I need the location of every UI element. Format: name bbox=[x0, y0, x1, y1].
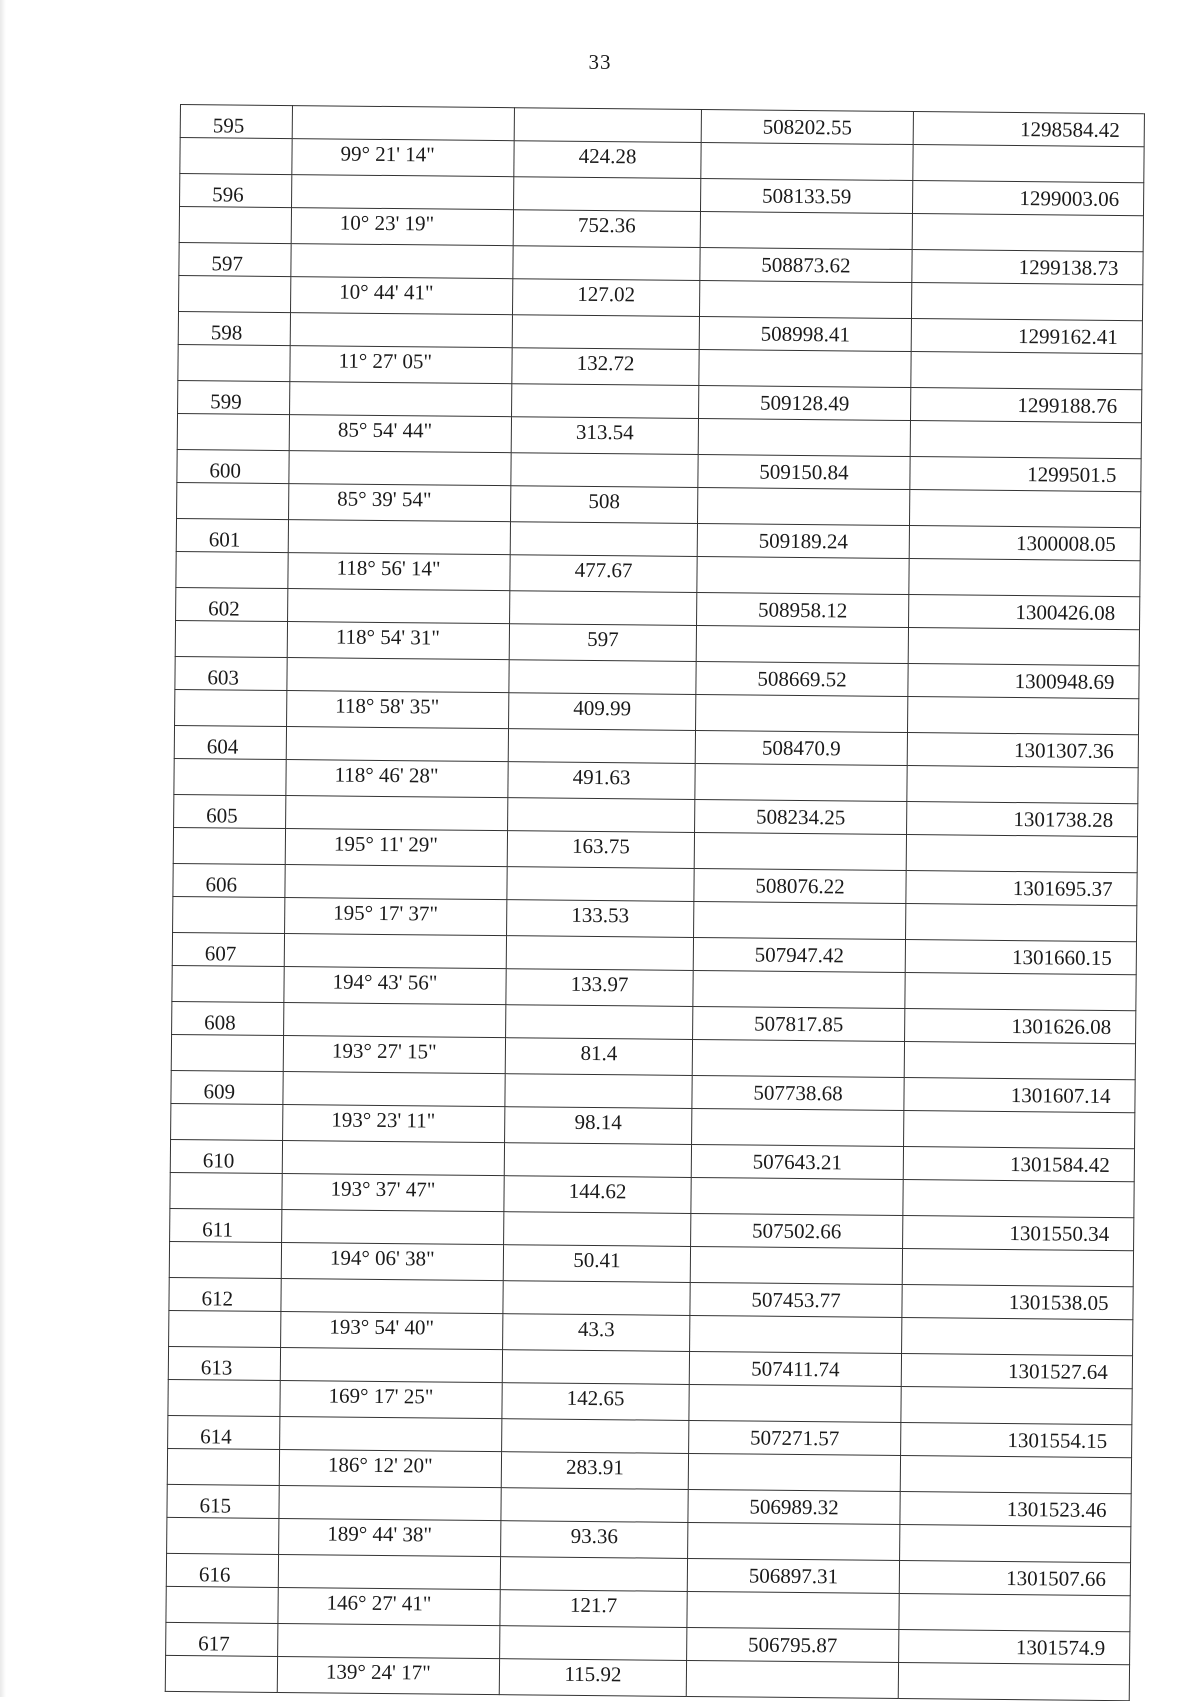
bearing-cell: 139° 24' 17" bbox=[277, 1657, 499, 1695]
distance-cell: 424.28 bbox=[514, 141, 701, 179]
x-coordinate-cell: 507411.74 bbox=[689, 1351, 901, 1386]
x-coordinate-cell: 509150.84 bbox=[698, 454, 910, 489]
y-coordinate-cell-empty bbox=[906, 904, 1137, 942]
bearing-cell-empty bbox=[290, 382, 512, 417]
distance-cell-empty bbox=[506, 936, 693, 971]
point-cell-empty bbox=[171, 1034, 283, 1071]
distance-cell: 127.02 bbox=[512, 279, 699, 317]
y-coordinate-cell-empty bbox=[904, 1041, 1135, 1079]
distance-cell-empty bbox=[508, 729, 695, 764]
bearing-cell: 193° 37' 47" bbox=[282, 1174, 504, 1212]
x-coordinate-cell-empty bbox=[688, 1453, 900, 1491]
y-coordinate-cell: 1299501.5 bbox=[910, 457, 1141, 492]
bearing-cell-empty bbox=[285, 865, 507, 900]
x-coordinate-cell: 507271.57 bbox=[689, 1420, 901, 1455]
point-cell: 596 bbox=[180, 174, 292, 208]
bearing-cell: 10° 44' 41" bbox=[291, 277, 513, 315]
bearing-cell: 194° 06' 38" bbox=[281, 1243, 503, 1281]
y-coordinate-cell: 1301538.05 bbox=[902, 1284, 1133, 1319]
x-coordinate-cell: 507502.66 bbox=[691, 1213, 903, 1248]
x-coordinate-cell-empty bbox=[701, 143, 913, 181]
y-coordinate-cell: 1301738.28 bbox=[907, 802, 1138, 837]
point-cell-empty bbox=[165, 1655, 277, 1692]
x-coordinate-cell-empty bbox=[687, 1591, 899, 1629]
point-cell-empty bbox=[174, 758, 286, 795]
point-cell-empty bbox=[169, 1310, 281, 1347]
distance-cell: 50.41 bbox=[503, 1245, 690, 1283]
bearing-cell: 118° 56' 14" bbox=[288, 553, 510, 591]
point-cell: 599 bbox=[178, 380, 290, 414]
page-number: 33 bbox=[588, 50, 612, 74]
y-coordinate-cell: 1300426.08 bbox=[909, 595, 1140, 630]
y-coordinate-cell: 1301574.9 bbox=[899, 1629, 1130, 1664]
x-coordinate-cell-empty bbox=[689, 1384, 901, 1422]
x-coordinate-cell-empty bbox=[694, 901, 906, 939]
distance-cell: 144.62 bbox=[504, 1176, 691, 1214]
bearing-cell-empty bbox=[282, 1210, 504, 1245]
y-coordinate-cell: 1299188.76 bbox=[910, 388, 1141, 423]
distance-cell: 115.92 bbox=[499, 1659, 686, 1697]
distance-cell: 163.75 bbox=[507, 831, 694, 869]
y-coordinate-cell: 1300948.69 bbox=[908, 664, 1139, 699]
y-coordinate-cell-empty bbox=[909, 490, 1140, 528]
y-coordinate-cell-empty bbox=[901, 1386, 1132, 1424]
y-coordinate-cell: 1299162.41 bbox=[911, 319, 1142, 354]
point-cell: 611 bbox=[170, 1208, 282, 1242]
scan-shadow-edge bbox=[0, 0, 6, 1697]
y-coordinate-cell: 1301660.15 bbox=[905, 940, 1136, 975]
y-coordinate-cell-empty bbox=[908, 628, 1139, 666]
x-coordinate-cell: 508133.59 bbox=[700, 179, 912, 214]
bearing-cell: 10° 23' 19" bbox=[291, 208, 513, 246]
bearing-cell: 146° 27' 41" bbox=[278, 1588, 500, 1626]
bearing-cell-empty bbox=[284, 1003, 506, 1038]
y-coordinate-cell-empty bbox=[905, 973, 1136, 1011]
point-cell-empty bbox=[179, 275, 291, 312]
distance-cell-empty bbox=[504, 1143, 691, 1178]
bearing-cell-empty bbox=[281, 1279, 503, 1314]
y-coordinate-cell-empty bbox=[912, 214, 1143, 252]
point-cell-empty bbox=[180, 138, 292, 175]
distance-cell-empty bbox=[511, 453, 698, 488]
point-cell-empty bbox=[173, 827, 285, 864]
point-cell: 598 bbox=[178, 311, 290, 345]
y-coordinate-cell: 1298584.42 bbox=[913, 112, 1144, 147]
distance-cell: 142.65 bbox=[502, 1383, 689, 1421]
bearing-cell-empty bbox=[289, 451, 511, 486]
distance-cell-empty bbox=[512, 384, 699, 419]
point-cell: 602 bbox=[176, 587, 288, 621]
distance-cell-empty bbox=[507, 867, 694, 902]
point-cell-empty bbox=[170, 1172, 282, 1209]
distance-cell: 133.53 bbox=[507, 900, 694, 938]
distance-cell-empty bbox=[514, 177, 701, 212]
y-coordinate-cell: 1301507.66 bbox=[899, 1560, 1130, 1595]
y-coordinate-cell-empty bbox=[899, 1593, 1130, 1631]
x-coordinate-cell-empty bbox=[692, 1108, 904, 1146]
y-coordinate-cell-empty bbox=[908, 697, 1139, 735]
point-cell-empty bbox=[169, 1241, 281, 1278]
bearing-cell-empty bbox=[292, 175, 514, 210]
survey-coordinates-table bbox=[165, 104, 1145, 1701]
point-cell-empty bbox=[175, 620, 287, 657]
distance-cell: 43.3 bbox=[503, 1314, 690, 1352]
y-coordinate-cell-empty bbox=[904, 1110, 1135, 1148]
point-cell-empty bbox=[179, 207, 291, 244]
point-cell: 604 bbox=[174, 725, 286, 759]
x-coordinate-cell: 507738.68 bbox=[692, 1075, 904, 1110]
bearing-cell: 195° 11' 29" bbox=[285, 829, 507, 867]
distance-cell-empty bbox=[512, 315, 699, 350]
point-cell-empty bbox=[177, 482, 289, 519]
x-coordinate-cell: 508873.62 bbox=[700, 247, 912, 282]
distance-cell-empty bbox=[502, 1419, 689, 1454]
x-coordinate-cell: 509189.24 bbox=[697, 523, 909, 558]
bearing-cell: 189° 44' 38" bbox=[279, 1519, 501, 1557]
y-coordinate-cell-empty bbox=[900, 1455, 1131, 1493]
distance-cell: 597 bbox=[509, 624, 696, 662]
distance-cell: 121.7 bbox=[500, 1590, 687, 1628]
point-cell: 601 bbox=[176, 518, 288, 552]
y-coordinate-cell: 1301550.34 bbox=[903, 1215, 1134, 1250]
distance-cell: 409.99 bbox=[509, 693, 696, 731]
point-cell: 600 bbox=[177, 449, 289, 483]
y-coordinate-cell-empty bbox=[910, 421, 1141, 459]
x-coordinate-cell-empty bbox=[688, 1522, 900, 1560]
y-coordinate-cell: 1301527.64 bbox=[901, 1353, 1132, 1388]
bearing-cell-empty bbox=[278, 1624, 500, 1659]
point-cell-empty bbox=[176, 551, 288, 588]
bearing-cell-empty bbox=[287, 658, 509, 693]
x-coordinate-cell-empty bbox=[690, 1246, 902, 1284]
x-coordinate-cell: 506989.32 bbox=[688, 1489, 900, 1524]
y-coordinate-cell-empty bbox=[900, 1524, 1131, 1562]
distance-cell-empty bbox=[501, 1488, 688, 1523]
point-cell: 606 bbox=[173, 863, 285, 897]
x-coordinate-cell: 508998.41 bbox=[699, 316, 911, 351]
x-coordinate-cell-empty bbox=[696, 694, 908, 732]
point-cell: 608 bbox=[172, 1001, 284, 1035]
bearing-cell: 99° 21' 14" bbox=[292, 139, 514, 177]
x-coordinate-cell-empty bbox=[686, 1660, 898, 1698]
point-cell-empty bbox=[177, 413, 289, 450]
bearing-cell: 186° 12' 20" bbox=[279, 1450, 501, 1488]
point-cell-empty bbox=[167, 1448, 279, 1485]
bearing-cell-empty bbox=[288, 589, 510, 624]
x-coordinate-cell-empty bbox=[697, 487, 909, 525]
x-coordinate-cell: 508669.52 bbox=[696, 661, 908, 696]
point-cell: 603 bbox=[175, 656, 287, 690]
distance-cell: 508 bbox=[511, 486, 698, 524]
bearing-cell-empty bbox=[286, 796, 508, 831]
point-cell-empty bbox=[171, 1103, 283, 1140]
distance-cell-empty bbox=[500, 1557, 687, 1592]
y-coordinate-cell-empty bbox=[902, 1248, 1133, 1286]
point-cell: 610 bbox=[170, 1139, 282, 1173]
distance-cell-empty bbox=[502, 1350, 689, 1385]
point-cell-empty bbox=[178, 344, 290, 381]
y-coordinate-cell: 1301523.46 bbox=[900, 1491, 1131, 1526]
y-coordinate-cell-empty bbox=[909, 559, 1140, 597]
point-cell: 607 bbox=[172, 932, 284, 966]
x-coordinate-cell: 506795.87 bbox=[687, 1627, 899, 1662]
bearing-cell: 194° 43' 56" bbox=[284, 967, 506, 1005]
bearing-cell-empty bbox=[280, 1417, 502, 1452]
bearing-cell-empty bbox=[280, 1348, 502, 1383]
distance-cell: 283.91 bbox=[501, 1452, 688, 1490]
survey-table-body bbox=[165, 105, 1144, 1701]
bearing-cell: 118° 54' 31" bbox=[287, 622, 509, 660]
y-coordinate-cell-empty bbox=[907, 766, 1138, 804]
x-coordinate-cell: 507947.42 bbox=[693, 937, 905, 972]
distance-cell-empty bbox=[510, 591, 697, 626]
distance-cell: 491.63 bbox=[508, 762, 695, 800]
bearing-cell: 11° 27' 05" bbox=[290, 346, 512, 384]
y-coordinate-cell-empty bbox=[898, 1662, 1129, 1700]
distance-cell: 98.14 bbox=[505, 1107, 692, 1145]
point-cell: 616 bbox=[166, 1553, 278, 1587]
y-coordinate-cell-empty bbox=[903, 1179, 1134, 1217]
x-coordinate-cell-empty bbox=[698, 418, 910, 456]
bearing-cell-empty bbox=[284, 934, 506, 969]
point-cell-empty bbox=[168, 1379, 280, 1416]
point-cell: 597 bbox=[179, 242, 291, 276]
distance-cell: 133.97 bbox=[506, 969, 693, 1007]
bearing-cell: 193° 27' 15" bbox=[283, 1036, 505, 1074]
x-coordinate-cell: 509128.49 bbox=[699, 385, 911, 420]
bearing-cell: 85° 54' 44" bbox=[289, 415, 511, 453]
x-coordinate-cell-empty bbox=[700, 212, 912, 250]
y-coordinate-cell: 1299138.73 bbox=[912, 250, 1143, 285]
distance-cell: 752.36 bbox=[513, 210, 700, 248]
x-coordinate-cell: 508958.12 bbox=[697, 592, 909, 627]
distance-cell-empty bbox=[505, 1074, 692, 1109]
distance-cell-empty bbox=[514, 108, 701, 143]
x-coordinate-cell-empty bbox=[699, 280, 911, 318]
y-coordinate-cell: 1301695.37 bbox=[906, 871, 1137, 906]
distance-cell: 477.67 bbox=[510, 555, 697, 593]
y-coordinate-cell: 1299003.06 bbox=[912, 181, 1143, 216]
y-coordinate-cell: 1301554.15 bbox=[901, 1422, 1132, 1457]
bearing-cell: 193° 23' 11" bbox=[283, 1105, 505, 1143]
bearing-cell-empty bbox=[292, 106, 514, 141]
bearing-cell-empty bbox=[279, 1486, 501, 1521]
distance-cell: 81.4 bbox=[505, 1038, 692, 1076]
x-coordinate-cell-empty bbox=[692, 1039, 904, 1077]
x-coordinate-cell: 508076.22 bbox=[694, 868, 906, 903]
y-coordinate-cell-empty bbox=[913, 145, 1144, 183]
distance-cell: 132.72 bbox=[512, 348, 699, 386]
x-coordinate-cell-empty bbox=[696, 625, 908, 663]
point-cell: 612 bbox=[169, 1277, 281, 1311]
bearing-cell-empty bbox=[288, 520, 510, 555]
x-coordinate-cell-empty bbox=[697, 556, 909, 594]
distance-cell-empty bbox=[506, 1005, 693, 1040]
bearing-cell-empty bbox=[283, 1072, 505, 1107]
bearing-cell-empty bbox=[290, 313, 512, 348]
bearing-cell: 169° 17' 25" bbox=[280, 1381, 502, 1419]
bearing-cell: 118° 46' 28" bbox=[286, 760, 508, 798]
x-coordinate-cell-empty bbox=[693, 970, 905, 1008]
distance-cell-empty bbox=[504, 1212, 691, 1247]
bearing-cell: 85° 39' 54" bbox=[289, 484, 511, 522]
x-coordinate-cell: 508470.9 bbox=[695, 730, 907, 765]
x-coordinate-cell-empty bbox=[691, 1177, 903, 1215]
point-cell: 609 bbox=[171, 1070, 283, 1104]
point-cell: 614 bbox=[168, 1415, 280, 1449]
y-coordinate-cell: 1301607.14 bbox=[904, 1077, 1135, 1112]
distance-cell-empty bbox=[503, 1281, 690, 1316]
bearing-cell: 195° 17' 37" bbox=[285, 898, 507, 936]
point-cell-empty bbox=[167, 1517, 279, 1554]
point-cell-empty bbox=[175, 689, 287, 726]
x-coordinate-cell-empty bbox=[699, 349, 911, 387]
distance-cell-empty bbox=[508, 798, 695, 833]
distance-cell: 313.54 bbox=[511, 417, 698, 455]
y-coordinate-cell: 1301584.42 bbox=[903, 1146, 1134, 1181]
bearing-cell: 193° 54' 40" bbox=[281, 1312, 503, 1350]
y-coordinate-cell: 1300008.05 bbox=[909, 526, 1140, 561]
point-cell-empty bbox=[172, 965, 284, 1002]
point-cell: 615 bbox=[167, 1484, 279, 1518]
x-coordinate-cell: 506897.31 bbox=[687, 1558, 899, 1593]
y-coordinate-cell-empty bbox=[902, 1317, 1133, 1355]
bearing-cell: 118° 58' 35" bbox=[287, 691, 509, 729]
y-coordinate-cell: 1301626.08 bbox=[905, 1008, 1136, 1043]
point-cell: 613 bbox=[168, 1346, 280, 1380]
point-cell: 617 bbox=[166, 1622, 278, 1656]
x-coordinate-cell: 507643.21 bbox=[691, 1144, 903, 1179]
y-coordinate-cell-empty bbox=[911, 283, 1142, 321]
bearing-cell-empty bbox=[282, 1141, 504, 1176]
point-cell: 595 bbox=[180, 105, 292, 139]
point-cell-empty bbox=[166, 1586, 278, 1623]
bearing-cell-empty bbox=[291, 244, 513, 279]
distance-cell-empty bbox=[500, 1626, 687, 1661]
x-coordinate-cell-empty bbox=[690, 1315, 902, 1353]
y-coordinate-cell-empty bbox=[911, 352, 1142, 390]
distance-cell-empty bbox=[509, 660, 696, 695]
x-coordinate-cell-empty bbox=[695, 763, 907, 801]
x-coordinate-cell: 508202.55 bbox=[701, 110, 913, 145]
point-cell: 605 bbox=[174, 794, 286, 828]
distance-cell-empty bbox=[513, 246, 700, 281]
x-coordinate-cell: 507817.85 bbox=[693, 1006, 905, 1041]
y-coordinate-cell: 1301307.36 bbox=[907, 733, 1138, 768]
y-coordinate-cell-empty bbox=[906, 835, 1137, 873]
distance-cell: 93.36 bbox=[501, 1521, 688, 1559]
bearing-cell-empty bbox=[286, 727, 508, 762]
bearing-cell-empty bbox=[278, 1555, 500, 1590]
x-coordinate-cell: 508234.25 bbox=[695, 799, 907, 834]
point-cell-empty bbox=[173, 896, 285, 933]
distance-cell-empty bbox=[510, 522, 697, 557]
x-coordinate-cell: 507453.77 bbox=[690, 1282, 902, 1317]
x-coordinate-cell-empty bbox=[694, 832, 906, 870]
